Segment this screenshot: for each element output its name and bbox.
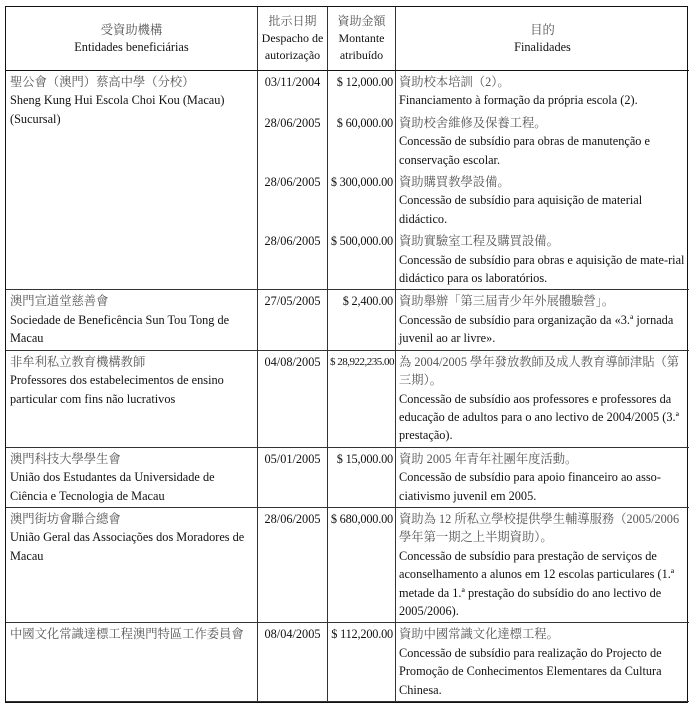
- purpose-pt: Concessão de subsídio para obras e aquisição de mate-rial didáctico para os laboratórios.: [399, 252, 685, 286]
- entity-name-pt: União Geral das Associações dos Moradores de Macau: [10, 530, 245, 563]
- header-amount-zh: 資助金額: [337, 14, 386, 28]
- purpose-cell: [396, 623, 689, 702]
- header-entity-zh: 受資助機構: [100, 22, 163, 37]
- purpose-pt: Concessão de subsídio para apoio financeiro ao asso-ciativismo juvenil em 2005.: [399, 470, 661, 503]
- subsidy-table: [5, 6, 688, 703]
- purpose-cell: [396, 290, 689, 350]
- header-date-zh: 批示日期: [268, 14, 317, 28]
- purpose-zh: 資助購買教學設備。: [399, 175, 510, 190]
- header-entity: [6, 7, 258, 71]
- header-purpose-zh: 目的: [530, 22, 555, 37]
- header-purpose: [396, 7, 689, 71]
- purpose-cell: [396, 71, 689, 112]
- purpose-pt: Concessão de subsídio para realização do Projecto de Promoção de Conhecimentos Elementares da Cultura Chinesa.: [399, 645, 662, 697]
- amount-value: $ 680,000.00: [328, 508, 396, 623]
- entity-name-pt: Sociedade de Beneficência Sun Tou Tong de Macau: [10, 312, 230, 346]
- entity-name-zh: 澳門街坊會聯合總會: [10, 511, 121, 526]
- amount-value: $ 2,400.00: [328, 290, 396, 350]
- entity-name-pt: Professores dos estabelecimentos de ensino particular com fins não lucrativos: [10, 373, 224, 406]
- purpose-cell: [396, 351, 689, 448]
- amount-value: $ 500,000.00: [328, 230, 396, 290]
- entity-name-zh: 澳門科技大學學生會: [10, 451, 121, 466]
- purpose-pt: Financiamento à formação da própria escola (2).: [399, 93, 638, 108]
- purpose-pt: Concessão de subsídio aos professores e professores da educação de adultos para o ano lectivo de 2004/2005 (3.ª prestação).: [399, 391, 679, 443]
- purpose-cell: [396, 508, 689, 623]
- purpose-zh: 資助校本培訓（2）。: [399, 75, 510, 89]
- entity-name-pt: Sheng Kung Hui Escola Choi Kou (Macau) (Sucursal): [10, 93, 225, 126]
- purpose-zh: 資助校舍維修及保養工程。: [399, 115, 547, 130]
- purpose-pt: Concessão de subsídio para obras de manutenção e conservação escolar.: [399, 134, 650, 167]
- purpose-zh: 為 2004/2005 學年發放教師及成人教育導師津貼（第三期）。: [399, 354, 680, 388]
- purpose-pt: Concessão de subsídio para prestação de serviços de aconselhamento a alunos em 12 escolas particulares (1.ª metade da 1.ª prestação do subsídio do ano lectivo de 2005/2006).: [399, 548, 675, 618]
- amount-value: $ 112,200.00: [328, 623, 396, 702]
- authorization-date: 28/06/2005: [258, 171, 328, 230]
- header-amount-pt-1: Montante: [338, 31, 385, 45]
- amount-value: $ 60,000.00: [328, 112, 396, 171]
- purpose-cell: [396, 448, 689, 508]
- authorization-date: 28/06/2005: [258, 508, 328, 623]
- purpose-zh: 資助舉辦「第三屆青少年外展體驗營」。: [399, 294, 615, 309]
- authorization-date: 28/06/2005: [258, 112, 328, 171]
- entity-name-zh: 聖公會（澳門）蔡高中學（分校）: [10, 75, 195, 89]
- entity-cell: [6, 290, 258, 350]
- entity-name-zh: 非牟利私立教育機構教師: [10, 354, 146, 369]
- amount-value: $ 15,000.00: [328, 448, 396, 508]
- entity-cell: [6, 351, 258, 448]
- authorization-date: 04/08/2005: [258, 351, 328, 448]
- purpose-cell: [396, 171, 689, 230]
- amount-value: $ 12,000.00: [328, 71, 396, 112]
- amount-value: $ 300,000.00: [328, 171, 396, 230]
- entity-cell: [6, 448, 258, 508]
- header-date-pt-1: Despacho de: [261, 31, 324, 45]
- header-date-pt-2: autorização: [264, 48, 321, 62]
- purpose-zh: 資助 2005 年青年社團年度活動。: [399, 451, 578, 466]
- authorization-date: 27/05/2005: [258, 290, 328, 350]
- entity-name-pt: União dos Estudantes da Universidade de Ciência e Tecnologia de Macau: [10, 470, 215, 503]
- entity-cell: [6, 71, 258, 290]
- header-amount-pt-2: atribuído: [339, 48, 384, 62]
- authorization-date: 03/11/2004: [258, 71, 328, 112]
- header-purpose-pt: Finalidades: [514, 39, 571, 54]
- purpose-cell: [396, 230, 689, 290]
- header-entity-pt: Entidades beneficiárias: [74, 39, 189, 54]
- authorization-date: 28/06/2005: [258, 230, 328, 290]
- authorization-date: 08/04/2005: [258, 623, 328, 702]
- entity-cell: [6, 508, 258, 623]
- purpose-zh: 資助中國常識文化達標工程。: [399, 627, 559, 642]
- header-amount: [328, 7, 396, 71]
- purpose-zh: 資助實驗室工程及購買設備。: [399, 234, 559, 249]
- purpose-zh: 資助為 12 所私立學校提供學生輔導服務（2005/2006 學年第一期之上半期資助）。: [399, 511, 680, 545]
- authorization-date: 05/01/2005: [258, 448, 328, 508]
- entity-name-zh: 中國文化常識達標工程澳門特區工作委員會: [10, 627, 244, 642]
- purpose-cell: [396, 112, 689, 171]
- amount-value: $ 28,922,235.00: [328, 351, 396, 448]
- purpose-pt: Concessão de subsídio para aquisição de material didáctico.: [399, 193, 643, 226]
- purpose-pt: Concessão de subsídio para organização da «3.ª jornada juvenil ao ar livre».: [399, 312, 674, 346]
- entity-cell: [6, 623, 258, 702]
- header-date: [258, 7, 328, 71]
- entity-name-zh: 澳門宣道堂慈善會: [10, 294, 109, 309]
